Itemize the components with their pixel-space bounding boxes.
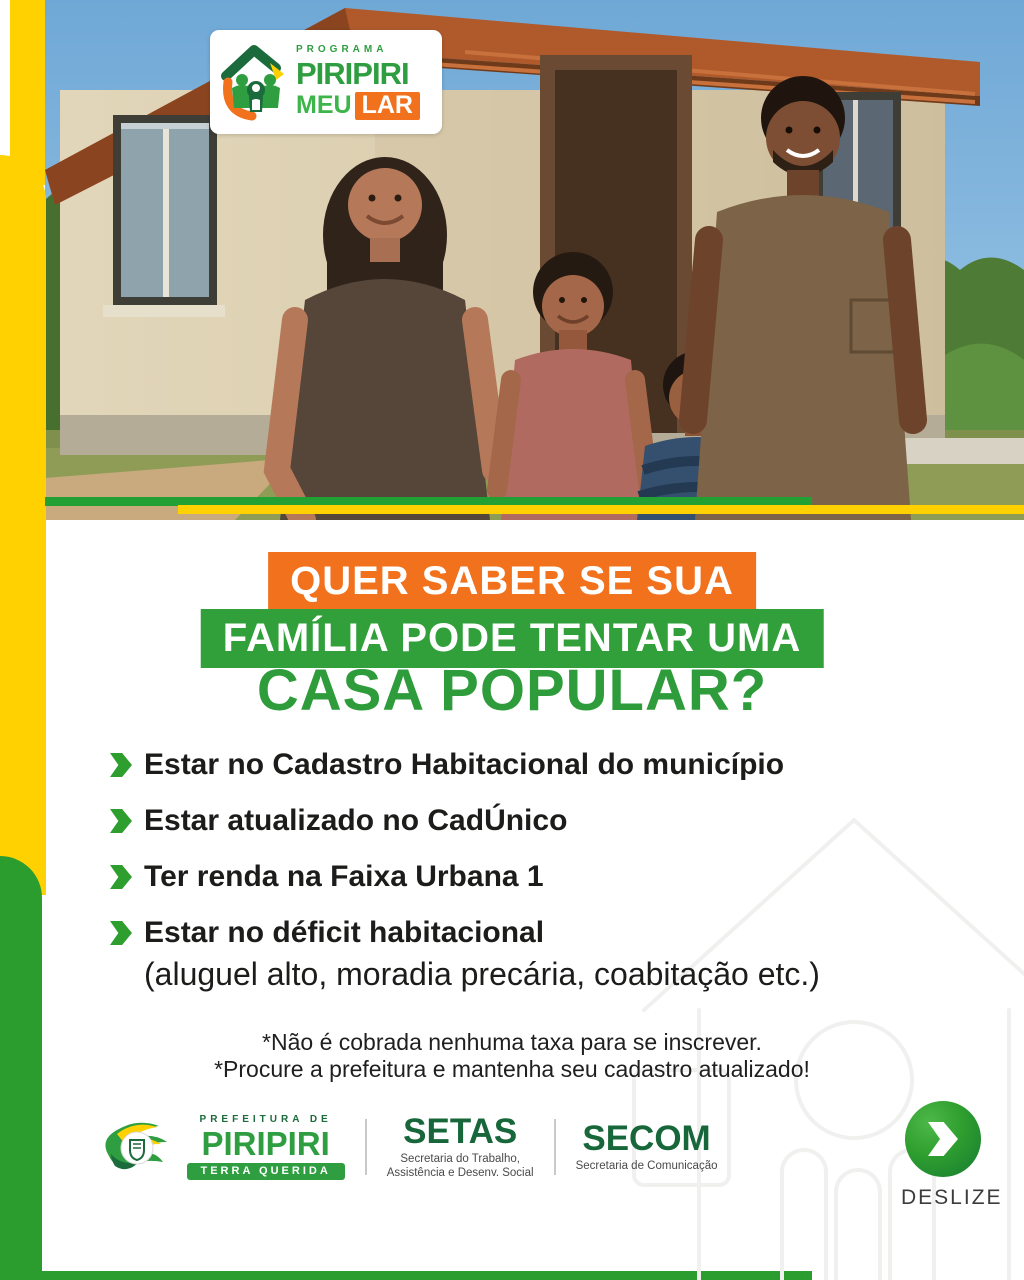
- arrow-bullet-icon: [110, 753, 132, 777]
- requirement-label: Estar no Cadastro Habitacional do município: [144, 748, 785, 781]
- secom-name: SECOM: [582, 1118, 711, 1158]
- setas-name: SETAS: [403, 1111, 518, 1151]
- requirement-item: [110, 860, 990, 894]
- secom-logo: [575, 1118, 718, 1173]
- prefeitura-emblem-icon: [97, 1110, 193, 1184]
- chevron-right-icon: [928, 1122, 958, 1156]
- house-family-icon: [218, 38, 292, 126]
- family-house-photo: [45, 0, 1024, 520]
- window-left: [103, 115, 225, 317]
- requirement-label: Ter renda na Faixa Urbana 1: [144, 860, 544, 893]
- swipe-next-button[interactable]: [905, 1101, 981, 1177]
- requirement-item: [110, 748, 990, 782]
- headline-line2: FAMÍLIA PODE TENTAR UMA: [201, 609, 824, 668]
- program-logo-card: [210, 30, 442, 134]
- footer-logos: [0, 1110, 919, 1184]
- requirement-label: Estar no déficit habitacional: [144, 916, 545, 949]
- prefeitura-top-label: PREFEITURA DE: [199, 1113, 332, 1125]
- footer-divider: [554, 1119, 556, 1175]
- arrow-bullet-icon: [110, 809, 132, 833]
- headline-line3: CASA POPULAR?: [256, 658, 768, 723]
- fine-print-line2: *Procure a prefeitura e mantenha seu cadastro atualizado!: [214, 1056, 810, 1082]
- fine-print: [0, 1029, 1024, 1083]
- prefeitura-name-label: PIRIPIRI: [201, 1124, 330, 1162]
- setas-desc-line2: Assistência e Desenv. Social: [386, 1167, 534, 1179]
- logo-programa-label: PROGRAMA: [296, 43, 388, 55]
- logo-meu-label: MEU: [296, 91, 352, 119]
- setas-desc-line1: Secretaria do Trabalho,: [400, 1152, 520, 1165]
- requirement-item: [110, 916, 990, 950]
- logo-lar-label: LAR: [355, 92, 420, 120]
- footer-divider: [365, 1119, 367, 1175]
- arrow-bullet-icon: [110, 921, 132, 945]
- requirements-list: [110, 748, 990, 993]
- left-stripe-yellow: [0, 155, 46, 895]
- requirement-item: [110, 804, 990, 838]
- prefeitura-tagline: TERRA QUERIDA: [187, 1163, 345, 1180]
- fine-print-line1: *Não é cobrada nenhuma taxa para se inscrever.: [262, 1029, 762, 1055]
- swipe-control: [901, 1101, 1003, 1210]
- logo-piripiri-label: PIRIPIRI: [296, 55, 409, 91]
- requirement-note: (aluguel alto, moradia precária, coabitação etc.): [144, 956, 820, 992]
- secom-desc: Secretaria de Comunicação: [575, 1159, 718, 1172]
- prefeitura-logo: [97, 1110, 345, 1184]
- swipe-label: DESLIZE: [901, 1186, 1003, 1209]
- setas-logo: [386, 1111, 534, 1181]
- arrow-bullet-icon: [110, 865, 132, 889]
- requirement-label: Estar atualizado no CadÚnico: [144, 804, 568, 837]
- yellow-divider-bar: [178, 505, 1024, 514]
- headline-line1: QUER SABER SE SUA: [268, 552, 756, 611]
